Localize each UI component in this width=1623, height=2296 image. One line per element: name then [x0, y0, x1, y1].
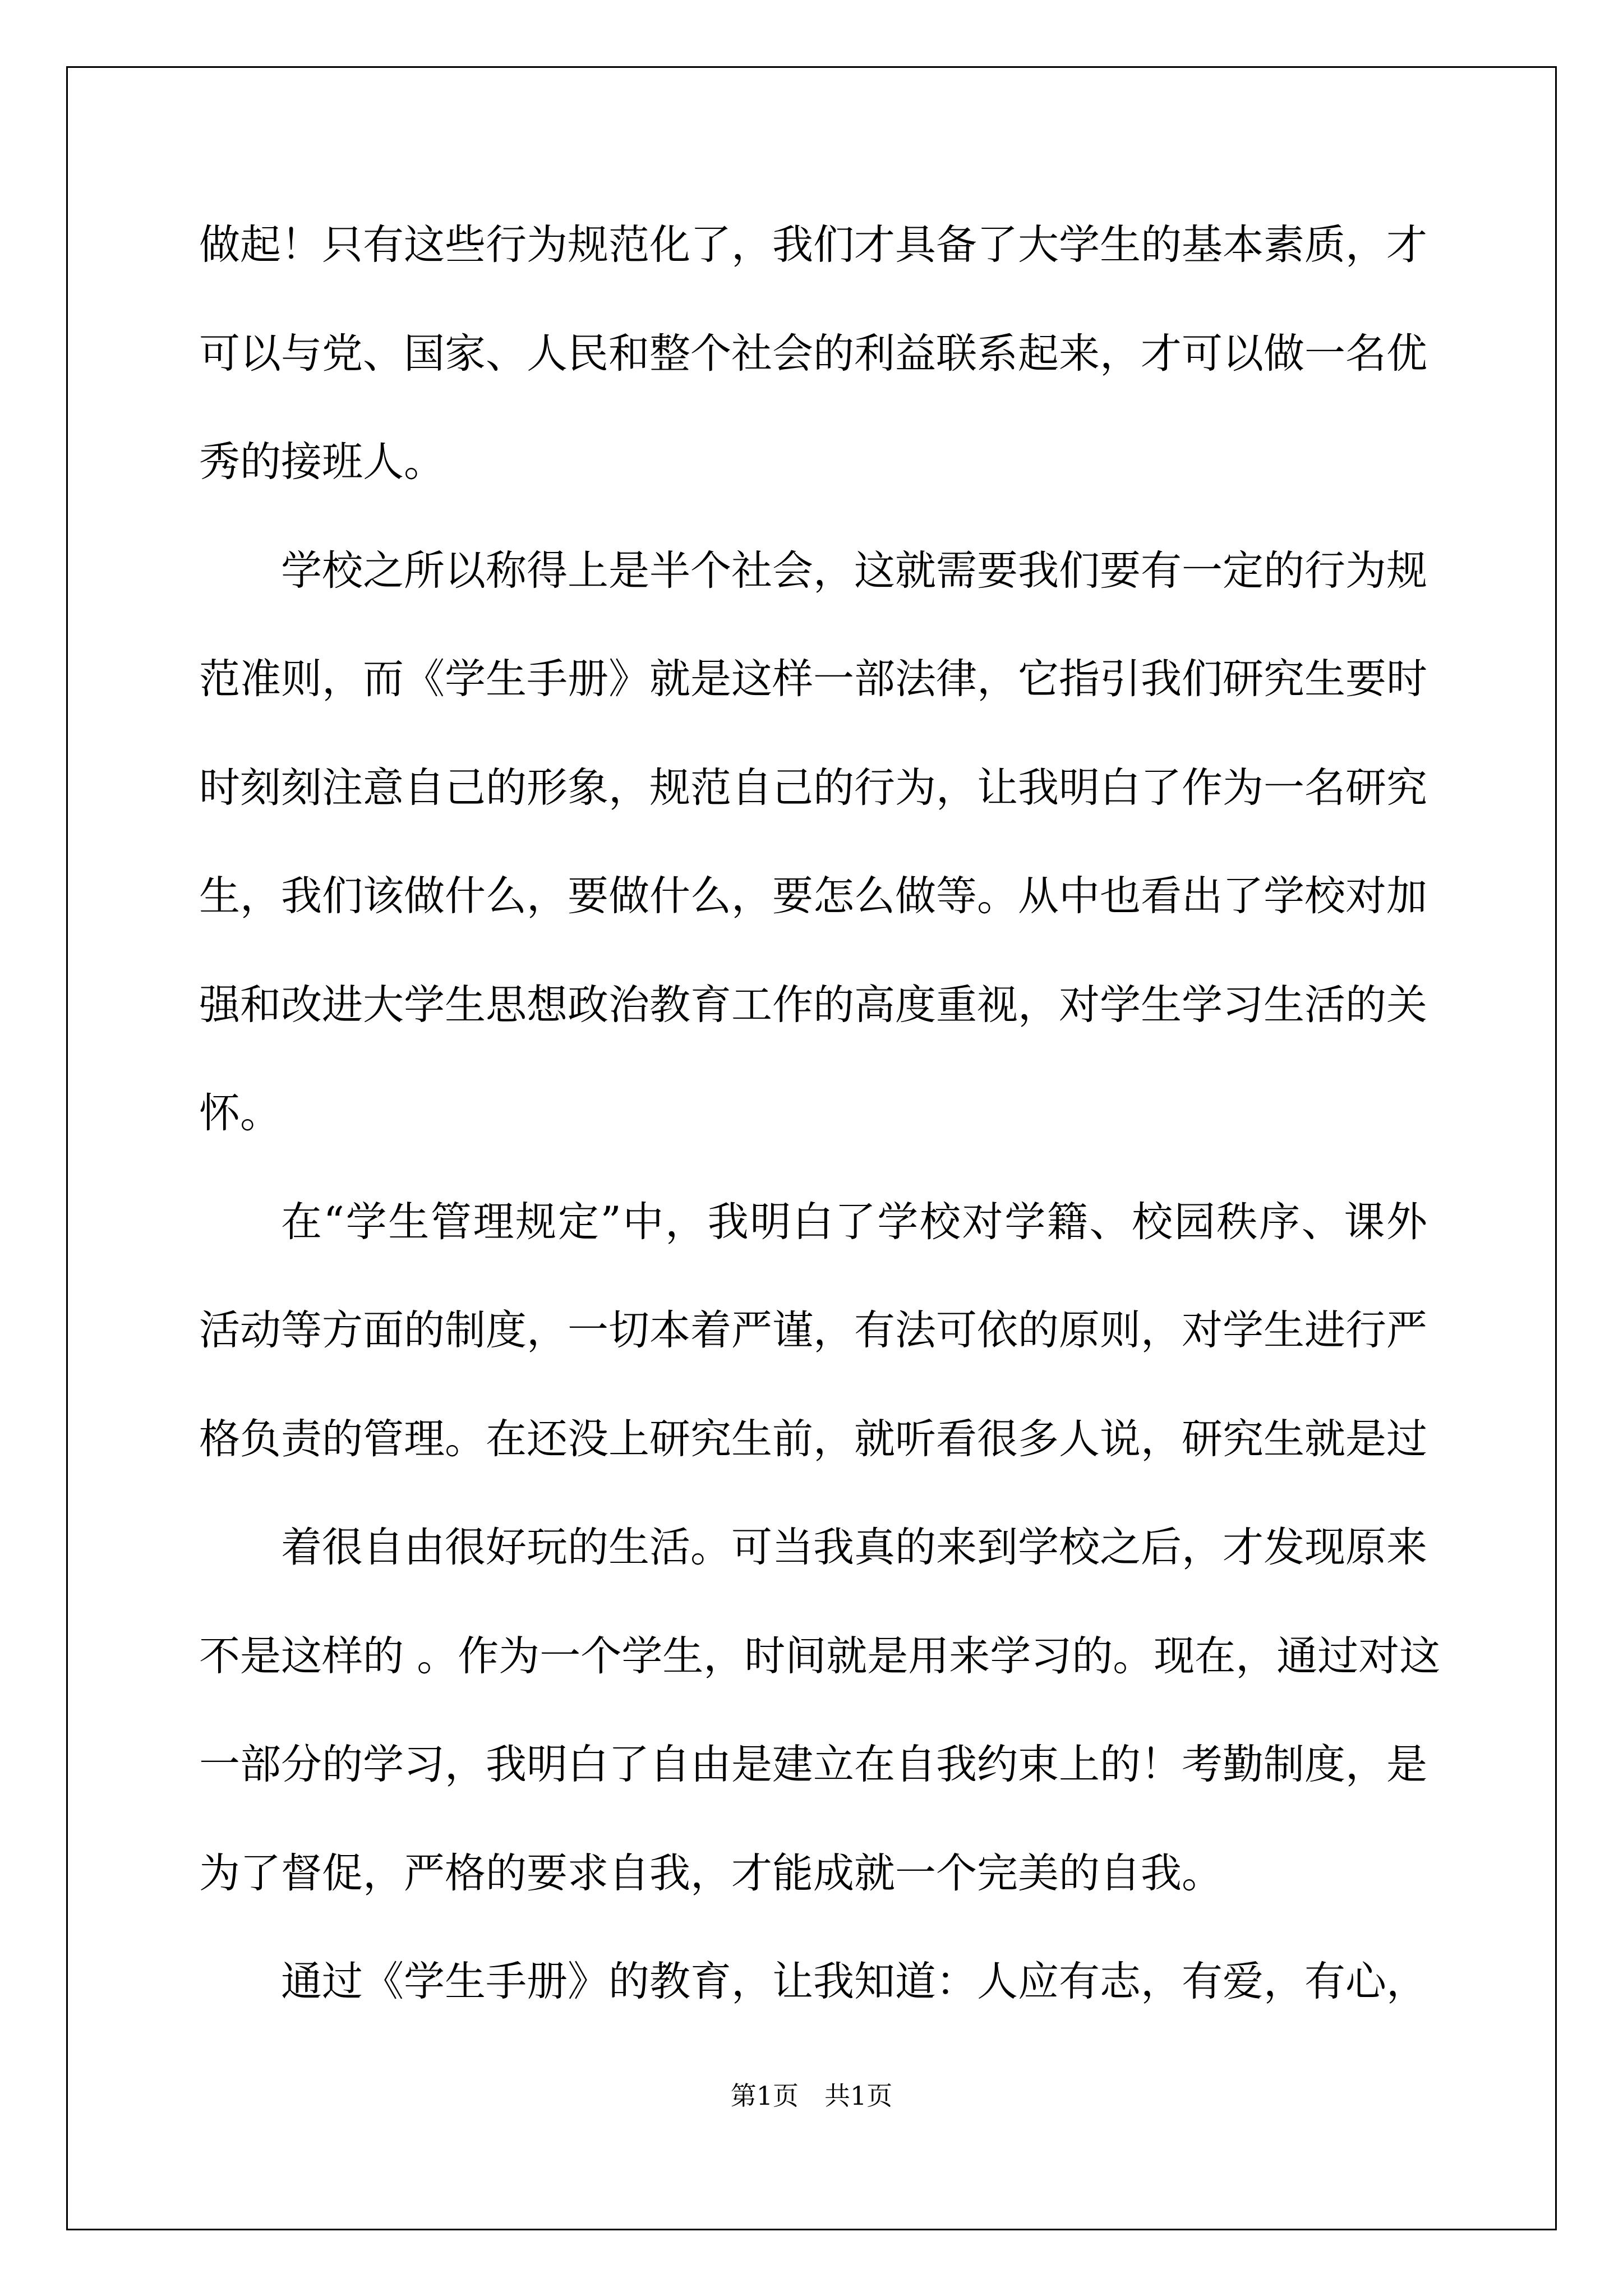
text-line-1: 做起！只有这些行为规范化了，我们才具备了大学生的基本素质，才 — [199, 221, 1427, 269]
text-line-12: 格负责的管理。在还没上研究生前，就听看很多人说，研究生就是过 — [199, 1415, 1427, 1463]
text-line-2: 可以与党、国家、人民和整个社会的利益联系起来，才可以做一名优 — [199, 329, 1427, 378]
text-line-3: 秀的接班人。 — [199, 438, 445, 486]
text-line-11: 活动等方面的制度，一切本着严谨，有法可依的原则，对学生进行严 — [199, 1306, 1427, 1354]
text-line-7: 生，我们该做什么，要做什么，要怎么做等。从中也看出了学校对加 — [199, 872, 1427, 920]
text-line-16: 为了督促，严格的要求自我，才能成就一个完美的自我。 — [199, 1849, 1223, 1897]
text-line-13: 着很自由很好玩的生活。可当我真的来到学校之后，才发现原来 — [281, 1524, 1427, 1571]
text-line-8: 强和改进大学生思想政治教育工作的高度重视，对学生学习生活的关 — [199, 981, 1427, 1029]
text-line-10: 在“学生管理规定”中，我明白了学校对学籍、校园秩序、课外 — [281, 1198, 1427, 1246]
page-number: 第1页 — [730, 2081, 799, 2111]
page-total: 共1页 — [824, 2081, 893, 2111]
text-line-6: 时刻刻注意自己的形象，规范自己的行为，让我明白了作为一名研究 — [199, 763, 1427, 812]
text-line-9: 怀。 — [199, 1089, 281, 1137]
text-line-15: 一部分的学习，我明白了自由是建立在自我约束上的！考勤制度，是 — [199, 1741, 1427, 1788]
document-body — [199, 191, 1441, 2036]
text-line-17: 通过《学生手册》的教育，让我知道：人应有志，有爱，有心， — [281, 1958, 1427, 2005]
text-line-4: 学校之所以称得上是半个社会，这就需要我们要有一定的行为规 — [281, 546, 1427, 595]
text-line-5: 范准则，而《学生手册》就是这样一部法律，它指引我们研究生要时 — [199, 655, 1427, 703]
text-line-14: 不是这样的 。作为一个学生，时间就是用来学习的。现在，通过对这 — [199, 1632, 1441, 1680]
page-footer — [0, 2076, 1623, 2113]
